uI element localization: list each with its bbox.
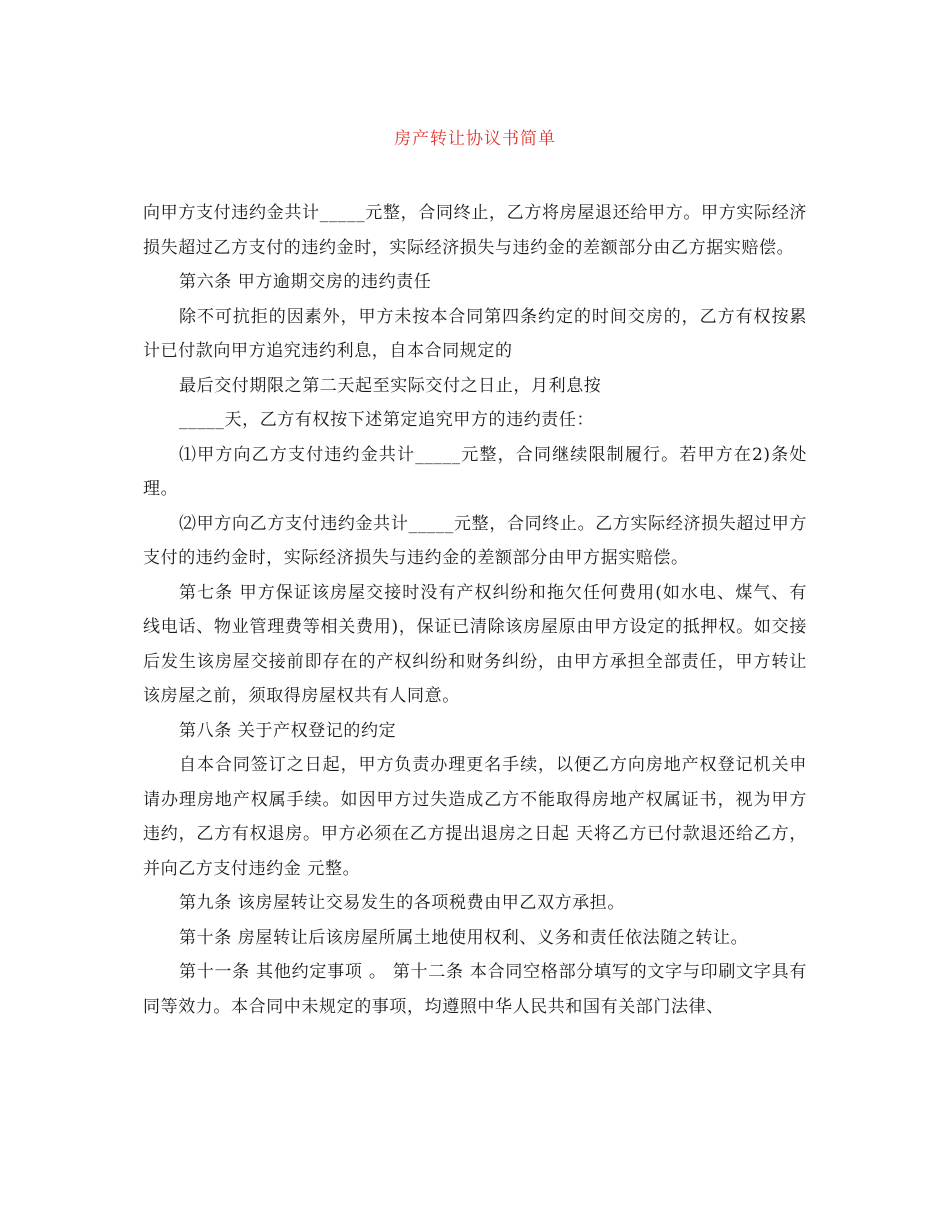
- document-title: 房产转让协议书简单: [394, 129, 556, 149]
- paragraph-article-11-12: 第十一条 其他约定事项 。 第十二条 本合同空格部分填写的文字与印刷文字具有同等效力。本合同中未规定的事项，均遵照中华人民共和国有关部门法律、: [143, 962, 807, 1017]
- paragraph-interest-period: 最后交付期限之第二天起至实际交付之日止，月利息按: [179, 375, 602, 396]
- paragraph-days-liability: _____天，乙方有权按下述第定追究甲方的违约责任：: [179, 410, 595, 430]
- paragraph-title-registration: 自本合同签订之日起，甲方负责办理更名手续，以便乙方向房地产权登记机关申请办理房地产权属手续。如因甲方过失造成乙方不能取得房地产权属证书，视为甲方违约，乙方有权退房。甲方必须在乙方提出退房之日起 天将乙方已付款退还给乙方，并向乙方支付违约金 元整。: [143, 755, 807, 879]
- paragraph-article-8-heading: 第八条 关于产权登记的约定: [179, 720, 397, 741]
- paragraph-article-6-heading: 第六条 甲方逾期交房的违约责任: [179, 272, 432, 292]
- paragraph-article-10: 第十条 房屋转让后该房屋所属土地使用权利、义务和责任依法随之转让。: [179, 927, 749, 948]
- paragraph-clause-1: ⑴甲方向乙方支付违约金共计_____元整，合同继续限制履行。若甲方在2)条处理。: [143, 444, 807, 499]
- paragraph-late-delivery: 除不可抗拒的因素外，甲方未按本合同第四条约定的时间交房的，乙方有权按累计已付款向甲方追究违约利息，自本合同规定的: [143, 306, 807, 361]
- paragraph-breach-refund: 向甲方支付违约金共计_____元整，合同终止，乙方将房屋退还给甲方。甲方实际经济损失超过乙方支付的违约金时，实际经济损失与违约金的差额部分由乙方据实赔偿。: [143, 203, 807, 258]
- paragraph-article-7: 第七条 甲方保证该房屋交接时没有产权纠纷和拖欠任何费用(如水电、煤气、有线电话、物业管理费等相关费用)，保证已清除该房屋原由甲方设定的抵押权。如交接后发生该房屋交接前即存在的产权纠纷和财务纠纷，由甲方承担全部责任，甲方转让该房屋之前，须取得房屋权共有人同意。: [143, 582, 807, 706]
- document-body: [143, 196, 807, 1024]
- paragraph-article-9: 第九条 该房屋转让交易发生的各项税费由甲乙双方承担。: [179, 893, 626, 913]
- paragraph-clause-2: ⑵甲方向乙方支付违约金共计_____元整，合同终止。乙方实际经济损失超过甲方支付的违约金时，实际经济损失与违约金的差额部分由甲方据实赔偿。: [143, 513, 807, 568]
